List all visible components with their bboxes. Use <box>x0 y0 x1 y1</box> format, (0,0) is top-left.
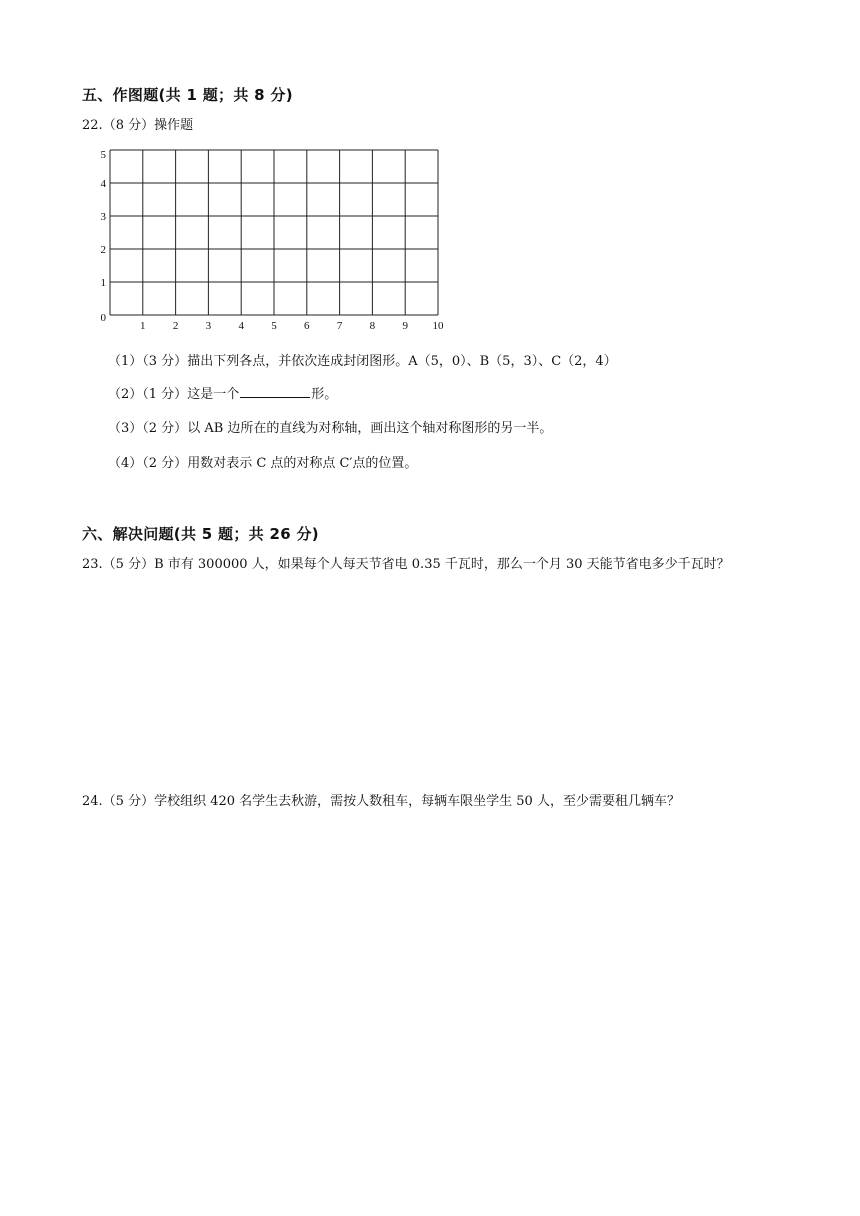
x-tick-label: 8 <box>369 320 376 332</box>
question-24: 24.（5 分）学校组织 420 名学生去秋游，需按人数租车，每辆车限坐学生 50 人，至少需要租几辆车？ <box>82 794 680 809</box>
part-text: 用数对表示 C 点的对称点 C′点的位置。 <box>187 456 418 471</box>
x-tick-label: 1 <box>140 320 146 332</box>
part-prefix: （4）（2 分） <box>108 456 188 471</box>
part-text: 描出下列各点，并依次连成封闭图形。A（5，0）、B（5，3）、C（2，4） <box>187 354 617 369</box>
part-prefix: （1）（3 分） <box>108 354 188 369</box>
part-text: 以 AB 边所在的直线为对称轴，画出这个轴对称图形的另一半。 <box>187 421 553 436</box>
question-22-part-2 <box>108 383 337 402</box>
x-tick-label: 6 <box>304 320 310 332</box>
x-tick-label: 7 <box>336 320 343 332</box>
x-tick-label: 9 <box>402 320 408 332</box>
question-text: 操作题 <box>154 118 194 133</box>
y-tick-label: 3 <box>100 211 106 223</box>
x-tick-label: 4 <box>238 320 244 332</box>
x-tick-label: 2 <box>172 320 179 332</box>
part-text-after: 形。 <box>311 387 338 402</box>
answer-blank[interactable] <box>240 385 310 398</box>
section-6-title: 六、解决问题(共 5 题；共 26 分) <box>82 525 319 543</box>
question-23: 23.（5 分）B 市有 300000 人，如果每个人每天节省电 0.35 千瓦时，那么一个月 30 天能节省电多少千瓦时？ <box>82 557 730 572</box>
question-22-part-4 <box>108 452 417 471</box>
coordinate-grid <box>96 145 456 335</box>
grid-svg <box>96 145 456 335</box>
x-tick-label: 3 <box>205 320 212 332</box>
question-22-part-3 <box>108 417 552 436</box>
part-text-before: 这是一个 <box>187 387 240 402</box>
y-tick-label: 0 <box>100 312 106 324</box>
question-22-header <box>82 114 193 133</box>
y-tick-label: 4 <box>100 178 106 190</box>
question-score: （8 分） <box>102 118 155 133</box>
x-tick-label: 10 <box>432 320 444 332</box>
y-tick-label: 5 <box>100 149 106 161</box>
question-22-part-1 <box>108 350 617 369</box>
x-tick-label: 5 <box>271 320 277 332</box>
part-prefix: （2）（1 分） <box>108 387 188 402</box>
part-prefix: （3）（2 分） <box>108 421 188 436</box>
y-tick-label: 1 <box>100 277 106 289</box>
section-5-title: 五、作图题(共 1 题；共 8 分) <box>82 86 293 104</box>
question-number: 22. <box>82 118 103 133</box>
y-tick-label: 2 <box>100 244 106 256</box>
